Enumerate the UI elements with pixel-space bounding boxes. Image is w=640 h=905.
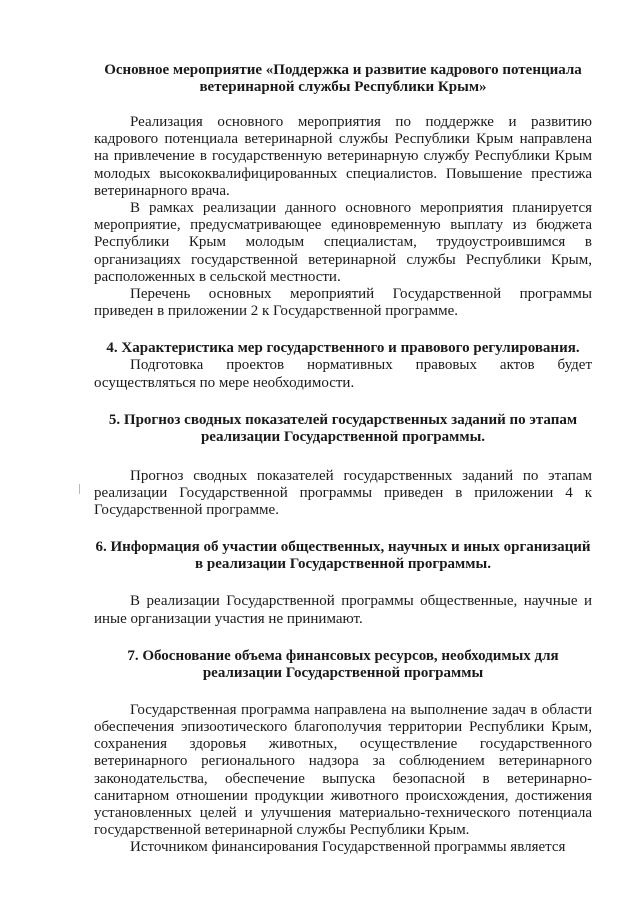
- margin-mark: [79, 484, 80, 494]
- section-6-paragraph-1: В реализации Государственной программы общественные, научные и иные организации участия не принимают.: [94, 593, 592, 627]
- section-5-heading: 5. Прогноз сводных показателей государственных заданий по этапам реализации Государственной программы.: [108, 411, 578, 445]
- section-6-heading: 6. Информация об участии общественных, научных и иных организаций в реализации Государственной программы.: [95, 539, 591, 573]
- section-7-paragraph-2: Источником финансирования Государственной программы является: [130, 839, 566, 856]
- section-5-paragraph-1: Прогноз сводных показателей государственных заданий по этапам реализации Государственной программы приведен в приложении 4 к Государственной программе.: [94, 467, 592, 519]
- section-main-paragraph-2: В рамках реализации данного основного мероприятия планируется мероприятие, предусматривающее единовременную выплату из бюджета Республики Крым молодым специалистам, трудоустроившимся в организациях государственной ветеринарной службы Республики Крым, расположенных в сельской местности.: [94, 200, 592, 285]
- section-7-heading: 7. Обоснование объема финансовых ресурсов, необходимых для реализации Государственной программы: [127, 647, 559, 681]
- section-7-paragraph-1: Государственная программа направлена на выполнение задач в области обеспечения эпизоотического благополучия территории Республики Крым, сохранения здоровья животных, осуществление государственного ветеринарного регионального надзора за соблюдением ветеринарного законодательства, обеспечение выпуска безопасной в ветеринарно-санитарном отношении продукции животного происхождения, достижения установленных целей и улучшения материально-технического потенциала государственной ветеринарной службы Республики Крым.: [94, 701, 592, 839]
- document-body: [94, 62, 592, 857]
- section-main-heading: Основное мероприятие «Поддержка и развитие кадрового потенциала ветеринарной службы Республики Крым»: [104, 62, 582, 95]
- section-4-heading: 4. Характеристика мер государственного и правового регулирования.: [106, 340, 580, 357]
- section-4-paragraph-1: Подготовка проектов нормативных правовых актов будет осуществляться по мере необходимости.: [94, 357, 592, 391]
- section-main-paragraph-1: Реализация основного мероприятия по поддержке и развитию кадрового потенциала ветеринарной службы Республики Крым направлена на привлечение в государственную ветеринарную службу Республики Крым молодых высококвалифицированных специалистов. Повышение престижа ветеринарного врача.: [94, 114, 592, 199]
- section-main-paragraph-3: Перечень основных мероприятий Государственной программы приведен в приложении 2 к Государственной программе.: [94, 286, 592, 320]
